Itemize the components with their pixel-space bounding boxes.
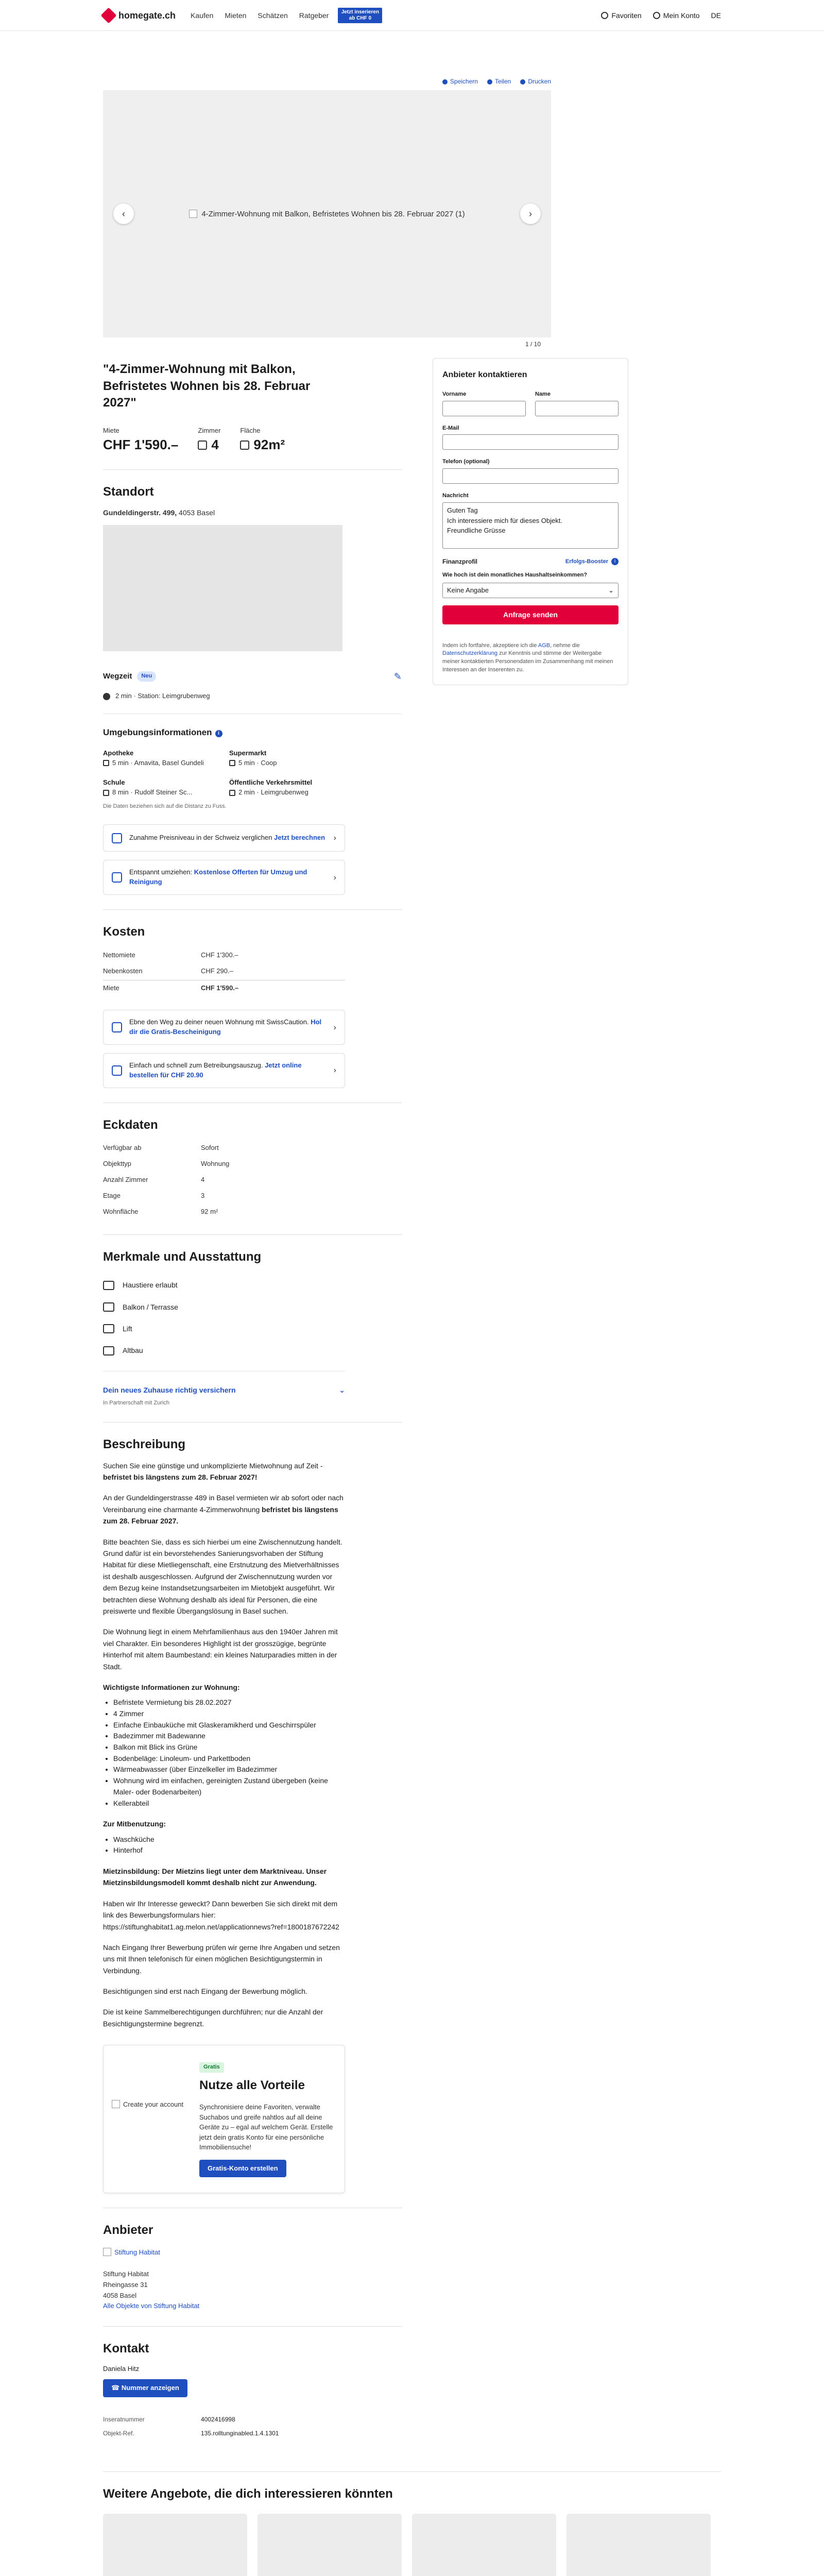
- description-paragraph: Bitte beachten Sie, dass es sich hierbei um eine Zwischennutzung handelt. Grund dafür ist ein bevorstehendes Sanierungsvorhaben der Stiftung Habitat für diese Mietliegenschaft, eine Erstnutzung des Mietverhältnisses ist deshalb ausgeschlossen. Aufgrund der Zwischennutzung wurden vor dem Bezug keine Instandsetzungsarbeiten im Mietobjekt ausgeführt. Wir betrachten diese Wohnung deshalb als ideal für Personen, die eine preiswerte und flexible Übergangslösung in Basel suchen.: [103, 1537, 342, 1615]
- favorites-label: Favoriten: [611, 11, 642, 20]
- promo-heading: Nutze alle Vorteile: [199, 2078, 305, 2093]
- income-select-value: Keine Angabe: [447, 586, 489, 595]
- image-gallery[interactable]: [103, 90, 551, 348]
- desc-text-bold: befristet bis längstens zum 28. Februar 2027!: [103, 1473, 258, 1482]
- truck-icon: [112, 872, 122, 883]
- list-item: • Wohnung wird im einfachen, gereinigten Zustand übergeben (keine Maler- oder Bodenarbeiten): [113, 1775, 345, 1798]
- costs-key: Nebenkosten: [103, 967, 143, 975]
- description-list: [113, 1834, 345, 1856]
- chevron-right-icon: ›: [333, 834, 336, 843]
- income-question: Wie hoch ist dein monatliches Haushaltseinkommen?: [442, 572, 588, 579]
- listing-meta: [103, 2413, 345, 2441]
- surroundings-item-value: [229, 788, 345, 798]
- promo-image-alt: Create your account: [123, 2100, 184, 2109]
- price-label: Miete: [103, 426, 119, 434]
- pharmacy-icon: [103, 760, 109, 766]
- card-text-body: Einfach und schnell zum Betreibungsauszug.: [129, 1061, 263, 1069]
- contact-person-name: Daniela Hitz: [103, 2364, 140, 2372]
- gallery-image: [189, 209, 465, 220]
- details-heading: Eckdaten: [103, 1117, 158, 1132]
- key-facts: [103, 426, 402, 455]
- card-text: [129, 1018, 327, 1037]
- list-item: • 4 Zimmer: [113, 1708, 345, 1720]
- details-key: Anzahl Zimmer: [103, 1176, 148, 1184]
- costs-value: CHF 1'590.–: [201, 984, 239, 992]
- details-row: [103, 1140, 345, 1156]
- location-map[interactable]: [103, 525, 342, 651]
- last-name-input[interactable]: [535, 401, 619, 416]
- broken-image-icon: [189, 210, 197, 218]
- walk-icon: [103, 693, 110, 700]
- feature-item: [103, 1318, 402, 1340]
- surroundings-item: [103, 749, 219, 768]
- surroundings-item: [229, 778, 345, 798]
- disclaimer-text: zur Kenntnis und stimme der Weitergabe meiner kontaktierten Personendaten im Zusammenhang mit meinen Interessen an der Inserenten zu.: [442, 650, 613, 673]
- favorites-link[interactable]: [601, 10, 641, 21]
- list-item: • Waschküche: [113, 1834, 345, 1845]
- card-link-text: Kostenlose Offerten für Umzug und Reinigung: [129, 868, 307, 886]
- features-heading: Merkmale und Ausstattung: [103, 1249, 262, 1264]
- details-row: [103, 1204, 345, 1220]
- finance-profile-title: Finanzprofil: [442, 557, 477, 565]
- details-value: Sofort: [201, 1144, 219, 1152]
- surroundings-item: [103, 778, 219, 798]
- surroundings-heading: [103, 726, 402, 739]
- location-heading: Standort: [103, 485, 154, 499]
- surroundings-grid: [103, 749, 345, 798]
- surroundings-item-value-text: 8 min · Rudolf Steiner Sc...: [112, 788, 193, 796]
- nav-kaufen[interactable]: Kaufen: [191, 11, 214, 20]
- details-value: Wohnung: [201, 1160, 230, 1168]
- language-switch[interactable]: DE: [711, 11, 721, 20]
- meta-value: 4002416998: [201, 2415, 235, 2423]
- name-row: [442, 391, 619, 425]
- surroundings-item-value-text: 5 min · Amavita, Basel Gundeli: [112, 758, 204, 767]
- meta-key: Objekt-Ref.: [103, 2430, 134, 2437]
- contact-form-heading: Anbieter kontaktieren: [442, 370, 527, 380]
- insurance-expand-label: Dein neues Zuhause richtig versichern: [103, 1385, 236, 1394]
- description-paragraph: [103, 1492, 345, 1527]
- first-name-input[interactable]: [442, 401, 526, 416]
- rooms-value: [198, 435, 220, 455]
- description-list: [113, 1697, 345, 1809]
- feature-item: [103, 1274, 402, 1296]
- promo-text: [199, 2061, 334, 2177]
- description-paragraph: Die Wohnung liegt in einem Mehrfamilienhaus aus den 1940er Jahren mit viel Charakter. Ein besonderes Highlight ist der grosszügige, begrünte Hinterhof mit altem Baumbestand: ein kleines Naturparadies mitten in der Stadt.: [103, 1628, 338, 1671]
- chart-icon: [112, 833, 122, 843]
- insurance-expand[interactable]: [103, 1385, 345, 1395]
- card-text-body: Entspannt umziehen:: [129, 868, 193, 876]
- card-text-body: Zunahme Preisniveau in der Schweiz verglichen: [129, 834, 272, 842]
- costs-value: CHF 290.–: [201, 967, 233, 975]
- more-offers-section: [103, 2471, 721, 2576]
- new-badge: Neu: [137, 671, 156, 682]
- finance-booster[interactable]: [565, 557, 619, 566]
- surroundings-item-value: [103, 758, 219, 768]
- provider-city: 4058 Basel: [103, 2291, 137, 2299]
- main-content: [103, 31, 721, 2441]
- feature-label: Balkon / Terrasse: [123, 1302, 178, 1311]
- chevron-down-icon: ⌄: [608, 586, 614, 595]
- gallery-image-alt: 4-Zimmer-Wohnung mit Balkon, Befristetes Wohnen bis 28. Februar 2027 (1): [201, 209, 465, 218]
- detail-right-column: [433, 358, 628, 2441]
- bookmark-icon: [442, 79, 448, 84]
- surroundings-item-value-text: 5 min · Coop: [238, 758, 277, 767]
- last-name-label: Name: [535, 391, 551, 397]
- details-row: [103, 1156, 345, 1172]
- details-key: Verfügbar ab: [103, 1144, 142, 1152]
- description-list-title: Wichtigste Informationen zur Wohnung:: [103, 1683, 240, 1691]
- card-link-text: Jetzt online bestellen für CHF 20.90: [129, 1061, 302, 1079]
- area-value: [240, 435, 285, 455]
- chevron-down-icon: ⌄: [339, 1385, 345, 1394]
- share-action[interactable]: [487, 77, 511, 86]
- costs-key: Nettomiete: [103, 951, 135, 959]
- phone-field: [442, 458, 619, 484]
- info-icon[interactable]: i: [215, 730, 222, 737]
- provider-street: Rheingasse 31: [103, 2280, 148, 2289]
- info-icon: i: [611, 558, 619, 565]
- description-paragraph: Besichtigungen sind erst nach Eingang der Bewerbung möglich.: [103, 1987, 307, 1996]
- provider-logo-alt: Stiftung Habitat: [114, 2248, 160, 2257]
- edit-pencil-icon[interactable]: ✎: [393, 671, 402, 682]
- pet-icon: [103, 1281, 114, 1290]
- price-value: [103, 435, 178, 455]
- divider: [103, 469, 402, 470]
- surroundings-item-value: [103, 788, 219, 798]
- share-icon: [487, 79, 492, 84]
- agb-link[interactable]: AGB: [538, 642, 551, 649]
- disclaimer-text: , nehme die: [550, 642, 580, 649]
- chevron-right-icon: ›: [333, 1066, 336, 1075]
- surroundings-heading-text: Umgebungsinformationen: [103, 727, 212, 738]
- message-textarea[interactable]: Guten Tag Ich interessiere mich für dieses Objekt. Freundliche Grüsse: [442, 502, 619, 549]
- shield-icon: [112, 1022, 122, 1032]
- offers-row: [103, 2514, 721, 2576]
- gallery-actions: [103, 31, 551, 90]
- offer-image-placeholder: [103, 2514, 247, 2576]
- balcony-icon: [103, 1302, 114, 1312]
- debt-extract-card[interactable]: [103, 1053, 345, 1088]
- email-label: E-Mail: [442, 425, 459, 431]
- create-account-button[interactable]: Gratis-Konto erstellen: [199, 2160, 286, 2178]
- list-item: • Einfache Einbauküche mit Glaskeramikherd und Geschirrspüler: [113, 1720, 345, 1731]
- contact-form: [433, 358, 628, 685]
- bus-icon: [229, 790, 235, 796]
- details-key: Objekttyp: [103, 1160, 131, 1168]
- show-number-button[interactable]: [103, 2379, 187, 2397]
- card-text: [129, 1061, 327, 1080]
- surroundings-item: [229, 749, 345, 768]
- feature-item: [103, 1296, 402, 1318]
- rooms-label: Zimmer: [198, 426, 221, 434]
- email-input[interactable]: [442, 434, 619, 450]
- card-text-body: Ebne den Weg zu deiner neuen Wohnung mit SwissCaution.: [129, 1018, 309, 1026]
- heart-icon: [601, 12, 608, 19]
- description-paragraph: [103, 1460, 345, 1483]
- send-inquiry-button[interactable]: Anfrage senden: [442, 605, 619, 624]
- details-value: 92 m²: [201, 1207, 218, 1215]
- top-navigation-bar: [0, 0, 824, 31]
- surroundings-item-title: Supermarkt: [229, 749, 267, 757]
- surroundings-item-value-text: 2 min · Leimgrubenweg: [238, 788, 308, 796]
- save-action[interactable]: [442, 77, 478, 86]
- list-item: • Hinterhof: [113, 1845, 345, 1856]
- income-select[interactable]: [442, 583, 619, 598]
- print-label: Drucken: [528, 78, 551, 85]
- description-heading: Beschreibung: [103, 1437, 186, 1451]
- gallery-prev-button[interactable]: ‹: [113, 204, 134, 224]
- provider-all-objects-link[interactable]: Alle Objekte von Stiftung Habitat: [103, 2302, 200, 2310]
- address: [103, 507, 402, 518]
- offer-image-placeholder: [412, 2514, 556, 2576]
- offer-card-placeholder[interactable]: [412, 2514, 556, 2576]
- description-list-title: Zur Mitbenutzung:: [103, 1820, 166, 1828]
- feature-item: [103, 1340, 402, 1361]
- show-number-label: Nummer anzeigen: [121, 2383, 179, 2392]
- surroundings-note: Die Daten beziehen sich auf die Distanz zu Fuss.: [103, 803, 227, 810]
- save-label: Speichern: [450, 78, 478, 85]
- door-icon: [198, 440, 207, 450]
- old-building-icon: [103, 1346, 114, 1355]
- header-actions: [601, 10, 721, 21]
- desc-text: Suchen Sie eine günstige und unkomplizierte Mietwohnung auf Zeit -: [103, 1461, 323, 1470]
- features-list: [103, 1274, 402, 1361]
- price-level-card[interactable]: [103, 824, 345, 852]
- meta-row: [103, 2413, 345, 2427]
- document-icon: [112, 1065, 122, 1076]
- divider: [103, 1234, 402, 1235]
- list-item: • Befristete Vermietung bis 28.02.2027: [113, 1697, 345, 1708]
- disclaimer-text: Indem ich fortfahre, akzeptiere ich die: [442, 642, 537, 649]
- swisscaution-card[interactable]: [103, 1010, 345, 1045]
- provider-logo[interactable]: [103, 2248, 206, 2258]
- details-row: [103, 1172, 345, 1188]
- account-label: Mein Konto: [663, 11, 700, 20]
- card-text: [129, 868, 327, 887]
- list-item: • Kellerabteil: [113, 1798, 345, 1809]
- feature-label: Haustiere erlaubt: [123, 1281, 178, 1290]
- details-value: 4: [201, 1176, 205, 1184]
- commute-line: [103, 691, 402, 701]
- description-paragraph: Nach Eingang Ihrer Bewerbung prüfen wir gerne Ihre Angaben und setzen uns mit Ihnen telefonisch für einen möglichen Besichtigungstermin in Verbindung.: [103, 1943, 340, 1975]
- meta-row: [103, 2427, 345, 2441]
- card-link-text: Hol dir die Gratis-Bescheinigung: [129, 1018, 322, 1036]
- card-link-text: Jetzt berechnen: [274, 834, 325, 842]
- list-item: • Balkon mit Blick ins Grüne: [113, 1742, 345, 1753]
- detail-layout: [103, 358, 721, 2441]
- divider: [103, 909, 402, 910]
- cart-icon: [229, 760, 235, 766]
- logo-mark-icon: [100, 7, 116, 23]
- surroundings-item-title: Apotheke: [103, 749, 134, 757]
- promo-tag: Gratis: [199, 2062, 224, 2073]
- card-text: [129, 833, 327, 843]
- provider-name: Stiftung Habitat: [103, 2269, 149, 2278]
- phone-icon: ☎: [111, 2383, 122, 2392]
- finance-profile-header: [442, 557, 619, 566]
- provider-address: [103, 2269, 402, 2312]
- commute-line-text: 2 min · Station: Leimgrubenweg: [115, 692, 210, 700]
- gallery-next-button[interactable]: ›: [520, 204, 541, 224]
- description-paragraph: Die ist keine Sammelberechtigungen durchführen; nur die Anzahl der Besichtigungstermine begrenzt.: [103, 2008, 323, 2028]
- area-icon: [240, 440, 249, 450]
- meta-value: 135.rolltunginabled.1.4.1301: [201, 2430, 279, 2437]
- nav-schaetzen[interactable]: Schätzen: [258, 11, 288, 20]
- divider: [103, 2326, 402, 2327]
- surroundings-item-title: Öffentliche Verkehrsmittel: [229, 778, 313, 787]
- booster-link: Erfolgs-Booster: [565, 558, 608, 565]
- account-link[interactable]: [653, 10, 700, 21]
- nav-mieten[interactable]: Mieten: [225, 11, 247, 20]
- first-name-label: Vorname: [442, 391, 467, 397]
- contact-heading: Kontakt: [103, 2342, 149, 2356]
- costs-heading: Kosten: [103, 924, 145, 939]
- costs-table: [103, 947, 345, 997]
- feature-label: Lift: [123, 1325, 132, 1333]
- gallery-counter: 1 / 10: [525, 341, 541, 348]
- offer-image-placeholder: [566, 2514, 711, 2576]
- school-icon: [103, 790, 109, 796]
- list-item: • Bodenbeläge: Linoleum- und Parkettboden: [113, 1753, 345, 1765]
- elevator-icon: [103, 1324, 114, 1333]
- commute-row: [103, 670, 402, 683]
- rooms-value-text: 4: [211, 437, 219, 453]
- price-fact: [103, 426, 178, 455]
- offer-card-placeholder[interactable]: [258, 2514, 402, 2576]
- main-nav: [191, 10, 329, 21]
- divider: [103, 2471, 721, 2472]
- desc-text: An der Gundeldingerstrasse 489 in Basel vermieten wir ab sofort oder nach Vereinbarung eine charmante 4-Zimmerwohnung: [103, 1494, 344, 1514]
- promo-image: [112, 2061, 189, 2177]
- chevron-right-icon: ›: [333, 873, 336, 882]
- details-value: 3: [201, 1191, 205, 1199]
- address-street: Gundeldingerstr. 499,: [103, 508, 177, 517]
- desc-text-bold: befristet bis längstens zum 28. Februar 2027.: [103, 1505, 338, 1526]
- chevron-right-icon: ›: [333, 1023, 336, 1032]
- share-label: Teilen: [494, 78, 511, 85]
- feature-label: Altbau: [123, 1346, 143, 1355]
- costs-total-row: [103, 980, 345, 996]
- nav-ratgeber[interactable]: Ratgeber: [299, 11, 329, 20]
- first-name-field: [442, 391, 526, 416]
- phone-label: Telefon (optional): [442, 459, 490, 465]
- surroundings-item-title: Schule: [103, 778, 125, 787]
- rooms-fact: [198, 426, 220, 455]
- logo-text: homegate.ch: [118, 10, 176, 21]
- broken-image-icon: [103, 2248, 111, 2256]
- meta-key: Inseratnummer: [103, 2415, 145, 2423]
- phone-input[interactable]: [442, 468, 619, 484]
- details-key: Etage: [103, 1191, 121, 1199]
- costs-row: [103, 947, 345, 963]
- offer-image-placeholder: [258, 2514, 402, 2576]
- list-item: • Wärmeabwasser (über Einzelkeller im Badezimmer: [113, 1764, 345, 1775]
- email-field: [442, 425, 619, 450]
- commute-title: Wegzeit: [103, 672, 132, 681]
- offer-card-placeholder[interactable]: [103, 2514, 247, 2576]
- message-field: [442, 492, 619, 549]
- details-key: Wohnfläche: [103, 1207, 139, 1215]
- provider-heading: Anbieter: [103, 2223, 153, 2238]
- description-paragraph: Mietzinsbildung: Der Mietzins liegt unter dem Marktniveau. Unser Mietzinsbildungsmodell kommt deshalb nicht zur Anwendung.: [103, 1867, 327, 1887]
- detail-left-column: [103, 358, 402, 2441]
- area-value-text: 92m²: [253, 437, 285, 453]
- print-icon: [520, 79, 525, 84]
- offer-card-placeholder[interactable]: [566, 2514, 711, 2576]
- area-label: Fläche: [240, 426, 261, 434]
- last-name-field: [535, 391, 619, 416]
- price-value-text: CHF 1'590.–: [103, 437, 179, 453]
- print-action[interactable]: [520, 77, 551, 86]
- description-body: [103, 1460, 402, 2030]
- costs-row: [103, 963, 345, 979]
- user-icon: [653, 12, 660, 19]
- details-row: [103, 1188, 345, 1204]
- form-disclaimer: [442, 642, 619, 675]
- address-city: 4053 Basel: [179, 508, 215, 517]
- homegate-logo[interactable]: [103, 9, 191, 22]
- details-table: [103, 1140, 345, 1219]
- list-item: • Badezimmer mit Badewanne: [113, 1731, 345, 1742]
- listing-title: "4-Zimmer-Wohnung mit Balkon, Befristetes Wohnen bis 28. Februar 2027": [103, 362, 311, 410]
- message-label: Nachricht: [442, 493, 469, 499]
- moving-offers-card[interactable]: [103, 860, 345, 895]
- partner-note: In Partnerschaft mit Zurich: [103, 1399, 169, 1406]
- description-paragraph: Haben wir Ihr Interesse geweckt? Dann bewerben Sie sich direkt mit dem link des Bewerbungsformulars hier: https://stiftunghabitat1.ag.melon.net/applicationnews?ref=1800187672242: [103, 1899, 339, 1931]
- inserieren-promo-badge[interactable]: Jetzt inserieren ab CHF 0: [338, 8, 382, 23]
- more-offers-heading: Weitere Angebote, die dich interessieren könnten: [103, 2487, 393, 2501]
- broken-image-icon: [112, 2100, 120, 2108]
- costs-value: CHF 1'300.–: [201, 951, 238, 959]
- privacy-link[interactable]: Datenschutzerklärung: [442, 650, 498, 657]
- surroundings-item-value: [229, 758, 345, 768]
- account-promo-card: [103, 2045, 345, 2193]
- area-fact: [240, 426, 285, 455]
- promo-body: Synchronisiere deine Favoriten, verwalte Suchabos und greife nahtlos auf all deine Geräte zu – egal auf welchem Gerät. Erstelle jetzt dein gratis Konto für eine persönliche Immobiliensuche!: [199, 2103, 333, 2151]
- costs-key: Miete: [103, 984, 119, 992]
